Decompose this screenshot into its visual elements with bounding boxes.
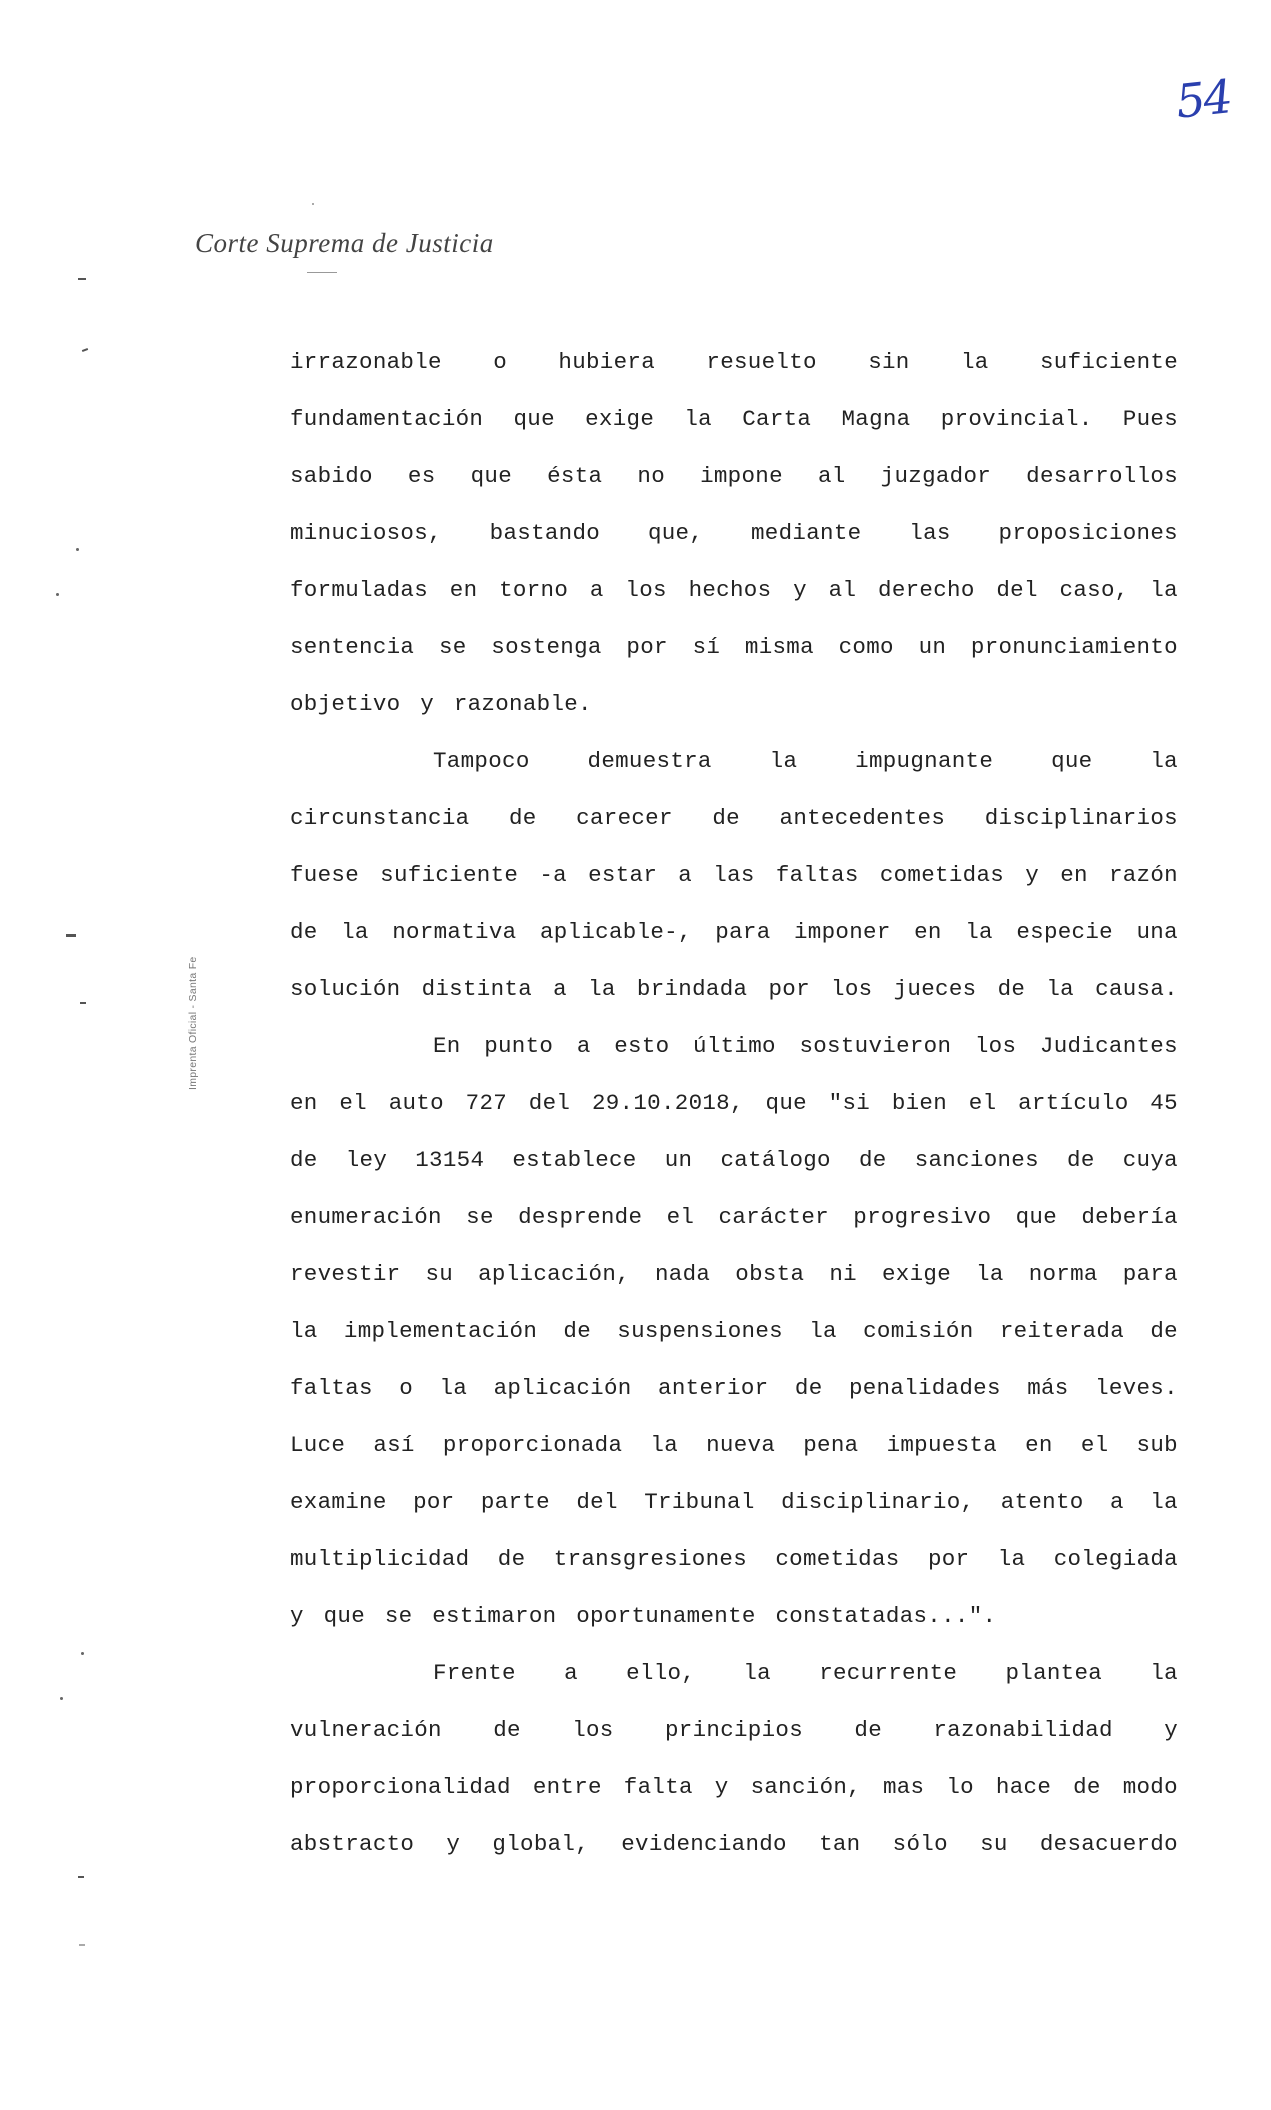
- word: más: [1027, 1375, 1069, 1401]
- handwritten-page-number: 54: [1173, 69, 1234, 129]
- word: cometidas: [775, 1546, 900, 1572]
- word: carecer: [576, 805, 673, 831]
- word: de: [997, 976, 1026, 1002]
- word: mas: [882, 1774, 925, 1800]
- word: su: [980, 1831, 1008, 1857]
- word: la: [1046, 976, 1074, 1002]
- word: juzgador: [880, 463, 992, 489]
- text-line: [290, 1200, 1178, 1257]
- word: razón: [1108, 862, 1178, 888]
- word: debería: [1081, 1204, 1178, 1230]
- word: sabido: [290, 463, 373, 489]
- word: sanciones: [914, 1147, 1039, 1173]
- word: para: [715, 919, 771, 945]
- word: como: [838, 634, 894, 660]
- word: la: [341, 919, 369, 945]
- word: -a: [539, 862, 567, 888]
- word: la: [769, 748, 798, 774]
- word: se: [438, 634, 467, 660]
- word: de: [509, 805, 537, 831]
- word: imponer: [794, 919, 891, 945]
- word: sanción,: [750, 1774, 861, 1800]
- word: disciplinario,: [781, 1489, 975, 1515]
- word: Magna: [841, 406, 911, 432]
- word: los: [625, 577, 667, 603]
- word: Pues: [1122, 406, 1178, 432]
- word: resuelto: [706, 349, 817, 375]
- word: vulneración: [290, 1717, 442, 1743]
- word: provincial.: [940, 406, 1093, 432]
- word: norma: [1028, 1261, 1098, 1287]
- word: la: [650, 1432, 679, 1458]
- word: la: [809, 1318, 837, 1344]
- word: enumeración: [290, 1204, 442, 1230]
- word: faltas: [290, 1375, 373, 1401]
- word: el: [339, 1090, 367, 1116]
- word: de: [858, 1147, 887, 1173]
- word: de: [290, 1147, 318, 1173]
- word: que: [470, 463, 513, 489]
- word: ésta: [547, 463, 603, 489]
- text-line: [290, 345, 1178, 402]
- word: distinta: [421, 976, 532, 1002]
- letterhead-rule: [307, 272, 337, 273]
- word: normativa: [392, 919, 517, 945]
- word: ello,: [626, 1660, 696, 1686]
- word: razonabilidad: [933, 1717, 1113, 1743]
- word: proposiciones: [998, 520, 1178, 546]
- word: sólo: [892, 1831, 948, 1857]
- text-line: [290, 1257, 1178, 1314]
- text-line: [290, 1029, 1178, 1086]
- word: los: [974, 1033, 1017, 1059]
- word: el: [666, 1204, 695, 1230]
- word: así: [373, 1432, 415, 1458]
- word: suspensiones: [617, 1318, 783, 1344]
- word: catálogo: [720, 1147, 831, 1173]
- text-line: objetivo y razonable.: [290, 691, 592, 717]
- word: la: [1150, 748, 1178, 774]
- word: penalidades: [848, 1375, 1001, 1401]
- margin-dot: [60, 1697, 63, 1700]
- word: de: [563, 1318, 592, 1344]
- word: o: [493, 349, 508, 375]
- margin-dot: [56, 593, 59, 596]
- word: falta: [623, 1774, 693, 1800]
- word: Frente: [433, 1660, 516, 1686]
- text-line: [290, 1656, 1178, 1713]
- word: pronunciamiento: [970, 634, 1178, 660]
- margin-mark: [80, 1002, 86, 1004]
- word: en: [290, 1090, 318, 1116]
- word: que: [1015, 1204, 1058, 1230]
- word: impugnante: [855, 748, 994, 774]
- word: Luce: [290, 1432, 346, 1458]
- word: o: [399, 1375, 414, 1401]
- word: por: [768, 976, 810, 1002]
- word: causa.: [1095, 976, 1178, 1002]
- word: aplicable-,: [539, 919, 692, 945]
- word: se: [466, 1204, 494, 1230]
- margin-dot: [76, 548, 79, 551]
- word: y: [793, 577, 807, 603]
- word: ni: [829, 1261, 857, 1287]
- text-line: [290, 858, 1178, 915]
- text-line: [290, 1143, 1178, 1200]
- word: desarrollos: [1026, 463, 1178, 489]
- word: por: [413, 1489, 455, 1515]
- word: la: [997, 1546, 1026, 1572]
- margin-mark: [78, 278, 86, 280]
- word: atento: [1000, 1489, 1084, 1515]
- word: Carta: [742, 406, 812, 432]
- margin-mark: [66, 934, 76, 937]
- word: colegiada: [1053, 1546, 1178, 1572]
- word: "si: [828, 1090, 871, 1116]
- word: nueva: [706, 1432, 776, 1458]
- word: un: [918, 634, 947, 660]
- word: 727: [465, 1090, 508, 1116]
- word: su: [425, 1261, 454, 1287]
- word: la: [976, 1261, 1004, 1287]
- word: a: [564, 1660, 578, 1686]
- word: fundamentación: [290, 406, 484, 432]
- word: irrazonable: [290, 349, 442, 375]
- word: impuesta: [886, 1432, 997, 1458]
- word: Judicantes: [1039, 1033, 1178, 1059]
- word: para: [1122, 1261, 1178, 1287]
- text-line: [290, 1542, 1178, 1599]
- text-line: [290, 1713, 1178, 1770]
- word: plantea: [1005, 1660, 1103, 1686]
- word: lo: [946, 1774, 974, 1800]
- word: a: [678, 862, 693, 888]
- word: de: [497, 1546, 526, 1572]
- word: circunstancia: [290, 805, 470, 831]
- word: que,: [647, 520, 704, 546]
- word: de: [794, 1375, 823, 1401]
- word: al: [817, 463, 846, 489]
- word: parte: [480, 1489, 550, 1515]
- word: al: [828, 577, 857, 603]
- word: jueces: [893, 976, 977, 1002]
- word: obsta: [735, 1261, 805, 1287]
- document-body: [290, 345, 1178, 1884]
- word: sin: [868, 349, 910, 375]
- word: evidenciando: [621, 1831, 787, 1857]
- word: especie: [1016, 919, 1113, 945]
- margin-dot: [81, 1652, 84, 1655]
- text-line: y que se estimaron oportunamente constatadas...".: [290, 1603, 997, 1629]
- word: en: [1060, 862, 1088, 888]
- margin-mark: [78, 1876, 84, 1878]
- word: punto: [484, 1033, 554, 1059]
- word: a: [589, 577, 604, 603]
- text-line: [290, 459, 1178, 516]
- word: que: [513, 406, 555, 432]
- word: y: [1164, 1717, 1178, 1743]
- word: de: [854, 1717, 882, 1743]
- word: transgresiones: [553, 1546, 747, 1572]
- word: leves.: [1095, 1375, 1178, 1401]
- word: por: [927, 1546, 970, 1572]
- word: de: [290, 919, 318, 945]
- margin-mark: [82, 348, 88, 352]
- text-line: [290, 1428, 1178, 1485]
- word: de: [493, 1717, 521, 1743]
- word: de: [712, 805, 740, 831]
- word: desprende: [518, 1204, 643, 1230]
- word: abstracto: [290, 1831, 415, 1857]
- word: la: [439, 1375, 468, 1401]
- word: misma: [744, 634, 814, 660]
- text-line: [290, 1485, 1178, 1542]
- word: los: [831, 976, 873, 1002]
- word: establece: [512, 1147, 637, 1173]
- word: que: [765, 1090, 807, 1116]
- word: aplicación: [493, 1375, 632, 1401]
- word: progresivo: [853, 1204, 992, 1230]
- word: reiterada: [999, 1318, 1125, 1344]
- word: de: [1067, 1147, 1095, 1173]
- text-line: [290, 744, 1178, 801]
- word: la: [1150, 1489, 1178, 1515]
- word: artículo: [1018, 1090, 1129, 1116]
- word: recurrente: [819, 1660, 958, 1686]
- word: disciplinarios: [984, 805, 1178, 831]
- word: implementación: [343, 1318, 538, 1344]
- text-line: [290, 573, 1178, 630]
- word: del: [996, 577, 1038, 603]
- text-line: [290, 402, 1178, 459]
- word: el: [968, 1090, 997, 1116]
- text-line: [290, 1770, 1178, 1827]
- text-line: [290, 915, 1178, 972]
- word: un: [664, 1147, 693, 1173]
- word: y: [1025, 862, 1040, 888]
- word: sostenga: [491, 634, 602, 660]
- word: los: [572, 1717, 614, 1743]
- word: suficiente: [380, 862, 519, 888]
- word: a: [553, 976, 567, 1002]
- word: de: [1073, 1774, 1101, 1800]
- word: estar: [588, 862, 658, 888]
- word: torno: [499, 577, 569, 603]
- word: proporcionalidad: [290, 1774, 511, 1800]
- word: pena: [803, 1432, 859, 1458]
- letterhead-title: Corte Suprema de Justicia: [195, 228, 494, 258]
- word: bien: [891, 1090, 948, 1116]
- word: brindada: [636, 976, 748, 1002]
- word: una: [1136, 919, 1178, 945]
- word: el: [1080, 1432, 1109, 1458]
- word: hechos: [688, 577, 772, 603]
- word: la: [960, 349, 989, 375]
- word: último: [693, 1033, 776, 1059]
- word: 13154: [415, 1147, 485, 1173]
- text-line: [290, 801, 1178, 858]
- word: comisión: [863, 1318, 974, 1344]
- text-line: [290, 1086, 1178, 1143]
- word: la: [1150, 1660, 1178, 1686]
- word: por: [626, 634, 668, 660]
- word: la: [588, 976, 616, 1002]
- word: que: [1051, 748, 1093, 774]
- word: cuya: [1122, 1147, 1178, 1173]
- word: Tribunal: [644, 1489, 755, 1515]
- word: global,: [492, 1831, 590, 1857]
- word: revestir: [290, 1261, 401, 1287]
- margin-mark: [79, 1944, 85, 1946]
- word: a: [1110, 1489, 1124, 1515]
- word: de: [1150, 1318, 1178, 1344]
- word: la: [965, 919, 993, 945]
- word: no: [637, 463, 665, 489]
- word: examine: [290, 1489, 387, 1515]
- word: caso,: [1059, 577, 1129, 603]
- word: en: [1025, 1432, 1053, 1458]
- word: en: [449, 577, 478, 603]
- word: demuestra: [587, 748, 712, 774]
- word: las: [713, 862, 755, 888]
- word: solución: [290, 976, 401, 1002]
- word: formuladas: [290, 577, 429, 603]
- word: ley: [345, 1147, 388, 1173]
- word: cometidas: [879, 862, 1005, 888]
- word: desacuerdo: [1039, 1831, 1178, 1857]
- word: la: [290, 1318, 318, 1344]
- word: sostuvieron: [799, 1033, 952, 1059]
- word: la: [1150, 577, 1178, 603]
- word: la: [684, 406, 712, 432]
- word: es: [407, 463, 436, 489]
- printer-imprint: Imprenta Oficial - Santa Fe: [187, 956, 199, 1090]
- word: derecho: [878, 577, 975, 603]
- word: suficiente: [1039, 349, 1178, 375]
- word: faltas: [775, 862, 859, 888]
- word: anterior: [658, 1375, 769, 1401]
- word: principios: [664, 1717, 804, 1743]
- word: auto: [388, 1090, 444, 1116]
- word: la: [743, 1660, 771, 1686]
- text-line: [290, 516, 1178, 573]
- word: y: [446, 1831, 461, 1857]
- word: del: [528, 1090, 571, 1116]
- word: sentencia: [290, 634, 415, 660]
- word: 45: [1150, 1090, 1178, 1116]
- word: En: [433, 1033, 461, 1059]
- text-line: [290, 1314, 1178, 1371]
- text-line: [290, 972, 1178, 1029]
- word: hubiera: [558, 349, 656, 375]
- text-line: [290, 630, 1178, 687]
- word: y: [714, 1774, 729, 1800]
- word: modo: [1122, 1774, 1178, 1800]
- word: multiplicidad: [290, 1546, 470, 1572]
- header-dot: [312, 203, 314, 205]
- word: Tampoco: [433, 748, 530, 774]
- word: nada: [655, 1261, 711, 1287]
- text-line: [290, 1827, 1178, 1884]
- word: bastando: [489, 520, 601, 546]
- word: sí: [692, 634, 721, 660]
- word: proporcionada: [442, 1432, 623, 1458]
- word: 29.10.2018,: [591, 1090, 744, 1116]
- word: en: [914, 919, 942, 945]
- word: exige: [881, 1261, 951, 1287]
- word: a: [576, 1033, 591, 1059]
- text-line: [290, 1371, 1178, 1428]
- word: aplicación,: [478, 1261, 630, 1287]
- word: impone: [700, 463, 783, 489]
- word: hace: [995, 1774, 1052, 1800]
- word: entre: [532, 1774, 602, 1800]
- word: sub: [1136, 1432, 1178, 1458]
- word: minuciosos,: [290, 520, 442, 546]
- word: del: [576, 1489, 618, 1515]
- word: fuese: [290, 862, 360, 888]
- word: esto: [614, 1033, 670, 1059]
- word: carácter: [718, 1204, 829, 1230]
- word: tan: [819, 1831, 861, 1857]
- word: exige: [585, 406, 655, 432]
- word: antecedentes: [779, 805, 946, 831]
- word: las: [909, 520, 951, 546]
- word: mediante: [751, 520, 862, 546]
